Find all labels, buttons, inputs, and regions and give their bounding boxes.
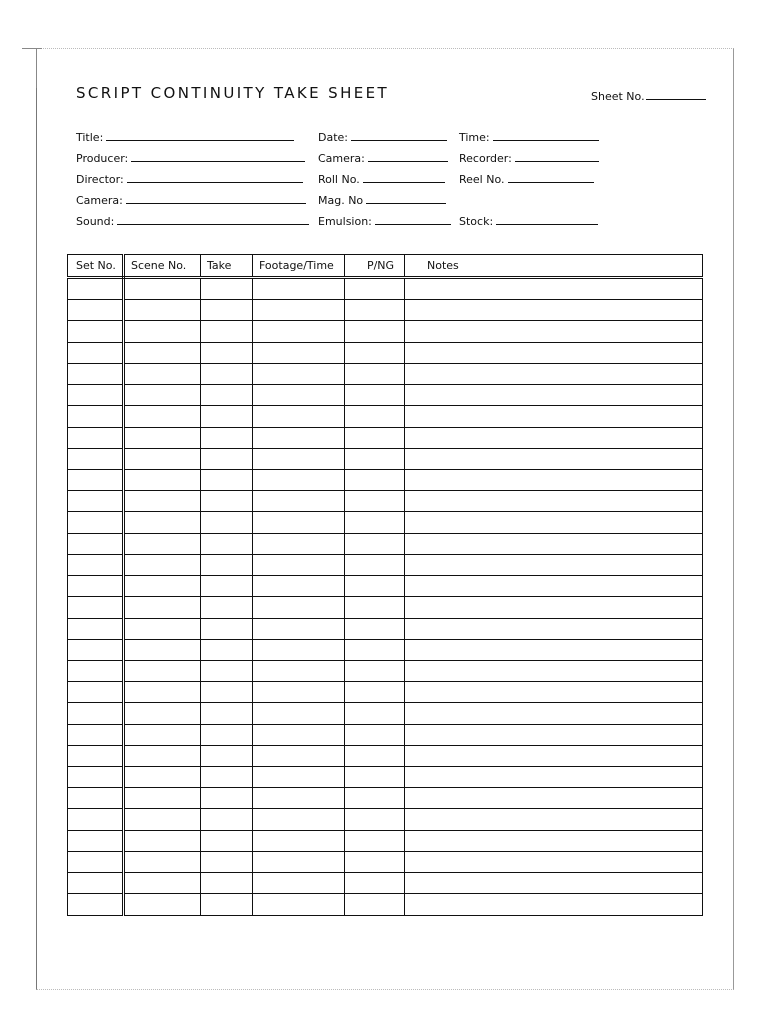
footage-time-cell[interactable]: [253, 385, 345, 406]
recorder-label: Recorder:: [459, 152, 512, 165]
col-scene-no: Scene No.: [124, 255, 201, 278]
set-no-cell[interactable]: [68, 660, 124, 681]
png-cell[interactable]: [345, 278, 405, 300]
notes-cell[interactable]: [405, 639, 703, 660]
notes-cell[interactable]: [405, 767, 703, 788]
table-row: [68, 851, 703, 872]
png-cell[interactable]: [345, 894, 405, 916]
set-no-cell[interactable]: [68, 554, 124, 575]
notes-cell[interactable]: [405, 809, 703, 830]
roll-no-label: Roll No.: [318, 173, 360, 186]
png-cell[interactable]: [345, 533, 405, 554]
footage-time-cell[interactable]: [253, 618, 345, 639]
camera-operator-label: Camera:: [76, 194, 123, 207]
take-cell[interactable]: [201, 491, 253, 512]
footage-time-cell[interactable]: [253, 512, 345, 533]
png-cell[interactable]: [345, 448, 405, 469]
take-cell[interactable]: [201, 830, 253, 851]
table-row: [68, 554, 703, 575]
take-cell[interactable]: [201, 300, 253, 321]
footage-time-cell[interactable]: [253, 767, 345, 788]
scene-no-cell[interactable]: [124, 597, 201, 618]
footage-time-cell[interactable]: [253, 809, 345, 830]
table-row: [68, 660, 703, 681]
notes-cell[interactable]: [405, 554, 703, 575]
take-table: [67, 254, 703, 916]
set-no-cell[interactable]: [68, 830, 124, 851]
notes-cell[interactable]: [405, 660, 703, 681]
png-cell[interactable]: [345, 660, 405, 681]
table-row: [68, 278, 703, 300]
set-no-cell[interactable]: [68, 639, 124, 660]
png-cell[interactable]: [345, 682, 405, 703]
set-no-cell[interactable]: [68, 788, 124, 809]
take-cell[interactable]: [201, 745, 253, 766]
table-row: [68, 767, 703, 788]
table-row: [68, 703, 703, 724]
take-cell[interactable]: [201, 342, 253, 363]
notes-cell[interactable]: [405, 597, 703, 618]
footage-time-cell[interactable]: [253, 363, 345, 384]
camera-label: Camera:: [318, 152, 365, 165]
take-cell[interactable]: [201, 873, 253, 894]
table-row: [68, 448, 703, 469]
scene-no-cell[interactable]: [124, 512, 201, 533]
scene-no-cell[interactable]: [124, 300, 201, 321]
footage-time-cell[interactable]: [253, 745, 345, 766]
sheet-number-field[interactable]: [591, 90, 706, 103]
table-row: [68, 385, 703, 406]
sheet-number-line: [646, 99, 706, 100]
set-no-cell[interactable]: [68, 597, 124, 618]
table-row: [68, 576, 703, 597]
sheet-title: SCRIPT CONTINUITY TAKE SHEET: [76, 84, 390, 102]
png-cell[interactable]: [345, 321, 405, 342]
set-no-cell[interactable]: [68, 533, 124, 554]
take-cell[interactable]: [201, 406, 253, 427]
take-cell[interactable]: [201, 385, 253, 406]
scene-no-cell[interactable]: [124, 894, 201, 916]
table-row: [68, 724, 703, 745]
set-no-cell[interactable]: [68, 894, 124, 916]
set-no-cell[interactable]: [68, 703, 124, 724]
scene-no-cell[interactable]: [124, 809, 201, 830]
col-notes: Notes: [405, 255, 703, 278]
table-row: [68, 469, 703, 490]
table-row: [68, 597, 703, 618]
scene-no-cell[interactable]: [124, 448, 201, 469]
footage-time-cell[interactable]: [253, 894, 345, 916]
set-no-cell[interactable]: [68, 448, 124, 469]
png-cell[interactable]: [345, 745, 405, 766]
sound-label: Sound:: [76, 215, 115, 228]
producer-field[interactable]: [76, 152, 305, 165]
scene-no-cell[interactable]: [124, 533, 201, 554]
scan-mark: [22, 48, 42, 49]
scene-no-cell[interactable]: [124, 576, 201, 597]
take-cell[interactable]: [201, 533, 253, 554]
png-cell[interactable]: [345, 618, 405, 639]
png-cell[interactable]: [345, 385, 405, 406]
scene-no-cell[interactable]: [124, 682, 201, 703]
notes-cell[interactable]: [405, 533, 703, 554]
table-row: [68, 618, 703, 639]
table-row: [68, 745, 703, 766]
footage-time-cell[interactable]: [253, 469, 345, 490]
roll-no-field[interactable]: [318, 173, 445, 186]
table-row: [68, 533, 703, 554]
notes-cell[interactable]: [405, 618, 703, 639]
table-row: [68, 363, 703, 384]
footage-time-cell[interactable]: [253, 342, 345, 363]
scene-no-cell[interactable]: [124, 788, 201, 809]
take-cell[interactable]: [201, 767, 253, 788]
set-no-cell[interactable]: [68, 873, 124, 894]
png-cell[interactable]: [345, 576, 405, 597]
set-no-cell[interactable]: [68, 342, 124, 363]
camera-field[interactable]: [318, 152, 448, 165]
scene-no-cell[interactable]: [124, 745, 201, 766]
notes-cell[interactable]: [405, 851, 703, 872]
table-row: [68, 830, 703, 851]
png-cell[interactable]: [345, 724, 405, 745]
sound-field[interactable]: [76, 215, 309, 228]
table-row: [68, 512, 703, 533]
table-row: [68, 639, 703, 660]
scene-no-cell[interactable]: [124, 724, 201, 745]
camera-operator-field[interactable]: [76, 194, 306, 207]
png-cell[interactable]: [345, 597, 405, 618]
footage-time-cell[interactable]: [253, 597, 345, 618]
png-cell[interactable]: [345, 703, 405, 724]
table-row: [68, 682, 703, 703]
time-field[interactable]: [459, 131, 599, 144]
take-cell[interactable]: [201, 724, 253, 745]
take-cell[interactable]: [201, 363, 253, 384]
director-label: Director:: [76, 173, 124, 186]
take-cell[interactable]: [201, 809, 253, 830]
png-cell[interactable]: [345, 851, 405, 872]
director-field[interactable]: [76, 173, 303, 186]
set-no-cell[interactable]: [68, 427, 124, 448]
scene-no-cell[interactable]: [124, 427, 201, 448]
footage-time-cell[interactable]: [253, 851, 345, 872]
notes-cell[interactable]: [405, 894, 703, 916]
scene-no-cell[interactable]: [124, 703, 201, 724]
footage-time-cell[interactable]: [253, 724, 345, 745]
date-label: Date:: [318, 131, 348, 144]
footage-time-cell[interactable]: [253, 406, 345, 427]
set-no-cell[interactable]: [68, 278, 124, 300]
png-cell[interactable]: [345, 427, 405, 448]
recorder-field[interactable]: [459, 152, 599, 165]
sheet-number-label: Sheet No.: [591, 90, 645, 103]
footage-time-cell[interactable]: [253, 278, 345, 300]
footage-time-cell[interactable]: [253, 300, 345, 321]
png-cell[interactable]: [345, 554, 405, 575]
footage-time-cell[interactable]: [253, 873, 345, 894]
stock-field[interactable]: [459, 215, 598, 228]
table-row: [68, 300, 703, 321]
footage-time-cell[interactable]: [253, 830, 345, 851]
set-no-cell[interactable]: [68, 851, 124, 872]
notes-cell[interactable]: [405, 512, 703, 533]
png-cell[interactable]: [345, 809, 405, 830]
reel-no-field[interactable]: [459, 173, 594, 186]
set-no-cell[interactable]: [68, 385, 124, 406]
take-cell[interactable]: [201, 894, 253, 916]
scene-no-cell[interactable]: [124, 618, 201, 639]
emulsion-label: Emulsion:: [318, 215, 372, 228]
table-row: [68, 788, 703, 809]
take-cell[interactable]: [201, 448, 253, 469]
set-no-cell[interactable]: [68, 618, 124, 639]
mag-no-label: Mag. No: [318, 194, 364, 207]
scene-no-cell[interactable]: [124, 830, 201, 851]
take-cell[interactable]: [201, 597, 253, 618]
notes-cell[interactable]: [405, 469, 703, 490]
reel-no-label: Reel No.: [459, 173, 505, 186]
stock-label: Stock:: [459, 215, 494, 228]
table-row: [68, 809, 703, 830]
set-no-cell[interactable]: [68, 682, 124, 703]
set-no-cell[interactable]: [68, 300, 124, 321]
take-cell[interactable]: [201, 682, 253, 703]
col-take: Take: [201, 255, 253, 278]
png-cell[interactable]: [345, 873, 405, 894]
notes-cell[interactable]: [405, 300, 703, 321]
notes-cell[interactable]: [405, 745, 703, 766]
scene-no-cell[interactable]: [124, 278, 201, 300]
set-no-cell[interactable]: [68, 491, 124, 512]
take-cell[interactable]: [201, 554, 253, 575]
take-cell[interactable]: [201, 427, 253, 448]
png-cell[interactable]: [345, 342, 405, 363]
footage-time-cell[interactable]: [253, 639, 345, 660]
png-cell[interactable]: [345, 639, 405, 660]
png-cell[interactable]: [345, 363, 405, 384]
set-no-cell[interactable]: [68, 809, 124, 830]
scene-no-cell[interactable]: [124, 321, 201, 342]
notes-cell[interactable]: [405, 448, 703, 469]
take-cell[interactable]: [201, 469, 253, 490]
set-no-cell[interactable]: [68, 469, 124, 490]
scene-no-cell[interactable]: [124, 660, 201, 681]
set-no-cell[interactable]: [68, 745, 124, 766]
scene-no-cell[interactable]: [124, 469, 201, 490]
table-row: [68, 406, 703, 427]
footage-time-cell[interactable]: [253, 533, 345, 554]
notes-cell[interactable]: [405, 703, 703, 724]
png-cell[interactable]: [345, 512, 405, 533]
footage-time-cell[interactable]: [253, 448, 345, 469]
scene-no-cell[interactable]: [124, 767, 201, 788]
col-set-no: Set No.: [68, 255, 124, 278]
png-cell[interactable]: [345, 767, 405, 788]
scan-mark: [36, 48, 37, 88]
table-row: [68, 873, 703, 894]
footage-time-cell[interactable]: [253, 321, 345, 342]
footage-time-cell[interactable]: [253, 788, 345, 809]
set-no-cell[interactable]: [68, 512, 124, 533]
set-no-cell[interactable]: [68, 321, 124, 342]
table-row: [68, 342, 703, 363]
png-cell[interactable]: [345, 491, 405, 512]
take-cell[interactable]: [201, 851, 253, 872]
notes-cell[interactable]: [405, 342, 703, 363]
take-cell[interactable]: [201, 703, 253, 724]
take-cell[interactable]: [201, 278, 253, 300]
take-cell[interactable]: [201, 660, 253, 681]
footage-time-cell[interactable]: [253, 576, 345, 597]
png-cell[interactable]: [345, 788, 405, 809]
scene-no-cell[interactable]: [124, 342, 201, 363]
take-cell[interactable]: [201, 576, 253, 597]
notes-cell[interactable]: [405, 427, 703, 448]
set-no-cell[interactable]: [68, 406, 124, 427]
col-png: P/NG: [345, 255, 405, 278]
footage-time-cell[interactable]: [253, 682, 345, 703]
notes-cell[interactable]: [405, 406, 703, 427]
notes-cell[interactable]: [405, 491, 703, 512]
set-no-cell[interactable]: [68, 363, 124, 384]
notes-cell[interactable]: [405, 724, 703, 745]
table-row: [68, 427, 703, 448]
notes-cell[interactable]: [405, 788, 703, 809]
notes-cell[interactable]: [405, 830, 703, 851]
notes-cell[interactable]: [405, 682, 703, 703]
footage-time-cell[interactable]: [253, 703, 345, 724]
png-cell[interactable]: [345, 830, 405, 851]
mag-no-field[interactable]: [318, 194, 446, 207]
set-no-cell[interactable]: [68, 576, 124, 597]
take-cell[interactable]: [201, 512, 253, 533]
notes-cell[interactable]: [405, 385, 703, 406]
notes-cell[interactable]: [405, 873, 703, 894]
notes-cell[interactable]: [405, 363, 703, 384]
scene-no-cell[interactable]: [124, 385, 201, 406]
time-label: Time:: [459, 131, 490, 144]
footage-time-cell[interactable]: [253, 427, 345, 448]
footage-time-cell[interactable]: [253, 554, 345, 575]
producer-label: Producer:: [76, 152, 129, 165]
table-row: [68, 491, 703, 512]
png-cell[interactable]: [345, 300, 405, 321]
png-cell[interactable]: [345, 469, 405, 490]
notes-cell[interactable]: [405, 321, 703, 342]
title-field[interactable]: [76, 131, 294, 144]
title-label: Title:: [76, 131, 104, 144]
date-field[interactable]: [318, 131, 447, 144]
take-cell[interactable]: [201, 321, 253, 342]
take-cell[interactable]: [201, 788, 253, 809]
take-cell[interactable]: [201, 618, 253, 639]
notes-cell[interactable]: [405, 576, 703, 597]
footage-time-cell[interactable]: [253, 660, 345, 681]
png-cell[interactable]: [345, 406, 405, 427]
table-header-row: [68, 255, 703, 278]
table-row: [68, 321, 703, 342]
scene-no-cell[interactable]: [124, 491, 201, 512]
take-cell[interactable]: [201, 639, 253, 660]
scene-no-cell[interactable]: [124, 554, 201, 575]
scene-no-cell[interactable]: [124, 873, 201, 894]
notes-cell[interactable]: [405, 278, 703, 300]
set-no-cell[interactable]: [68, 767, 124, 788]
set-no-cell[interactable]: [68, 724, 124, 745]
emulsion-field[interactable]: [318, 215, 451, 228]
scene-no-cell[interactable]: [124, 363, 201, 384]
col-footage-time: Footage/Time: [253, 255, 345, 278]
scene-no-cell[interactable]: [124, 406, 201, 427]
footage-time-cell[interactable]: [253, 491, 345, 512]
scene-no-cell[interactable]: [124, 639, 201, 660]
scene-no-cell[interactable]: [124, 851, 201, 872]
table-row: [68, 894, 703, 916]
